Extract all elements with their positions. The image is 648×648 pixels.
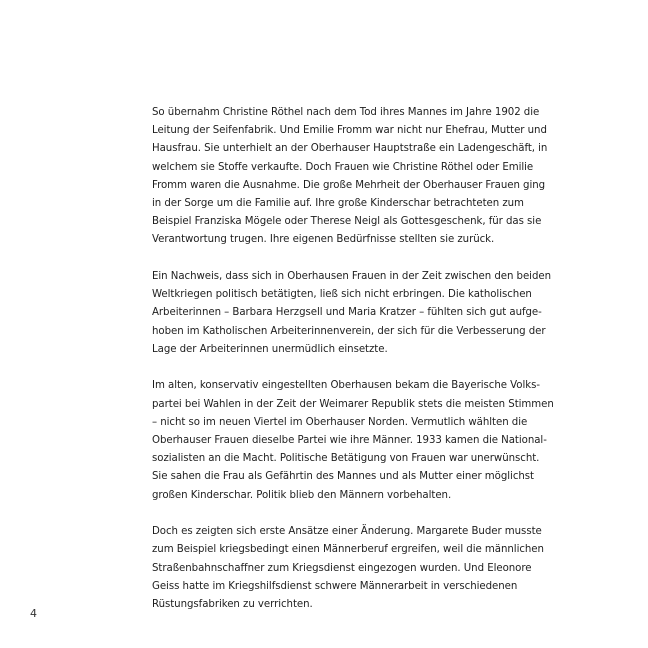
text-line: Arbeiterinnen – Barbara Herzgsell und Maria Kratzer – fühlten sich gut aufge-	[152, 307, 542, 319]
text-line: Lage der Arbeiterinnen unermüdlich einsetzte.	[152, 343, 388, 355]
text-line: hoben im Katholischen Arbeiterinnenverein, der sich für die Verbesserung der	[152, 325, 546, 337]
paragraph-4	[152, 523, 552, 614]
text-line: So übernahm Christine Röthel nach dem Tod ihres Mannes im Jahre 1902 die	[152, 107, 540, 118]
text-line: partei bei Wahlen in der Zeit der Weimarer Republik stets die meisten Stimmen	[152, 398, 554, 410]
text-line: – nicht so im neuen Viertel im Oberhauser Norden. Vermutlich wählten die	[152, 416, 528, 428]
text-line: welchem sie Stoffe verkaufte. Doch Frauen wie Christine Röthel oder Emilie	[152, 161, 534, 173]
text-line: Fromm waren die Ausnahme. Die große Mehrheit der Oberhauser Frauen ging	[152, 179, 546, 191]
text-line: Doch es zeigten sich erste Ansätze einer Änderung. Margarete Buder musste	[152, 526, 542, 538]
text-line: sozialisten an die Macht. Politische Betätigung von Frauen war unerwünscht.	[152, 453, 540, 465]
text-line: Hausfrau. Sie unterhielt an der Oberhauser Hauptstraße ein Ladengeschäft, in	[152, 143, 548, 155]
body-text	[152, 104, 552, 633]
text-line: Geiss hatte im Kriegshilfsdienst schwere Männerarbeit in verschiedenen	[152, 580, 518, 592]
text-line: großen Kinderschar. Politik blieb den Männern vorbehalten.	[152, 489, 452, 501]
paragraph-3	[152, 377, 552, 504]
text-line: in der Sorge um die Familie auf. Ihre große Kinderschar betrachteten zum	[152, 197, 524, 209]
text-line: Verantwortung trugen. Ihre eigenen Bedürfnisse stellten sie zurück.	[152, 234, 495, 246]
text-line: Sie sahen die Frau als Gefährtin des Mannes und als Mutter einer möglichst	[152, 471, 534, 483]
paragraph-2	[152, 268, 552, 359]
text-line: zum Beispiel kriegsbedingt einen Männerberuf ergreifen, weil die männlichen	[152, 544, 544, 556]
paragraph-1	[152, 104, 552, 250]
text-line: Oberhauser Frauen dieselbe Partei wie ihre Männer. 1933 kamen die National-	[152, 435, 547, 446]
text-line: Im alten, konservativ eingestellten Oberhausen bekam die Bayerische Volks-	[152, 380, 540, 392]
text-line: Ein Nachweis, dass sich in Oberhausen Frauen in der Zeit zwischen den beiden	[152, 271, 551, 282]
text-line: Beispiel Franziska Mögele oder Therese Neigl als Gottesgeschenk, für das sie	[152, 216, 542, 228]
text-line: Rüstungsfabriken zu verrichten.	[152, 599, 313, 610]
text-line: Leitung der Seifenfabrik. Und Emilie Fromm war nicht nur Ehefrau, Mutter und	[152, 125, 547, 137]
text-line: Weltkriegen politisch betätigten, ließ sich nicht erbringen. Die katholischen	[152, 289, 532, 301]
text-line: Straßenbahnschaffner zum Kriegsdienst eingezogen wurden. Und Eleonore	[152, 562, 532, 574]
page-number: 4	[30, 607, 37, 620]
